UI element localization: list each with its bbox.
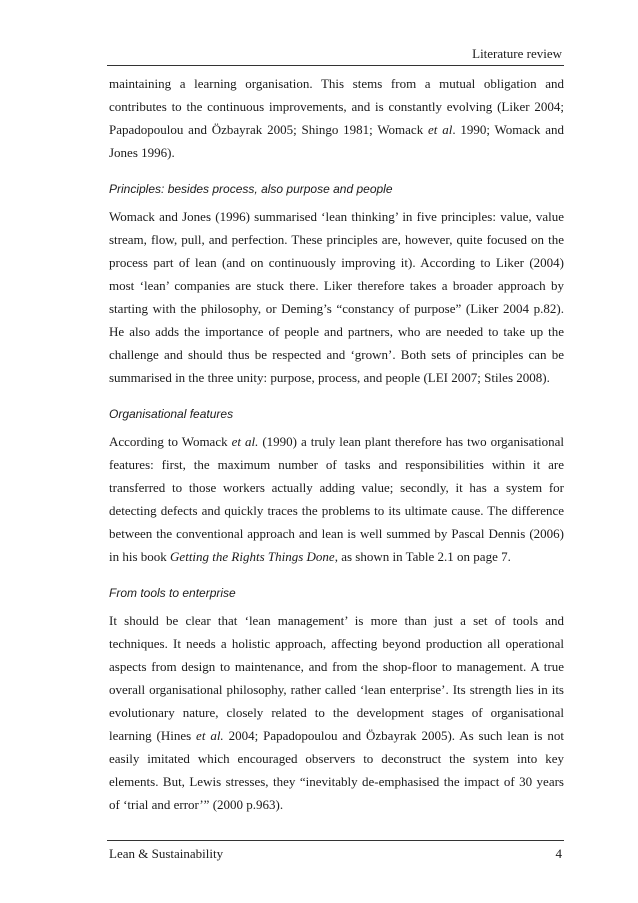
body-text bbox=[109, 72, 564, 816]
running-header: Literature review bbox=[472, 46, 562, 61]
section-heading-principles: Principles: besides process, also purpose and people bbox=[109, 182, 393, 196]
section-heading-tools-to-enterprise: From tools to enterprise bbox=[109, 586, 236, 600]
paragraph-4: It should be clear that ‘lean management’ is more than just a set of tools and techniques. It needs a holistic approach, affecting beyond production all operational aspects from design to maintenance, and from the shop-floor to management. A true overall organisational philosophy, rather called ‘lean enterprise’. Its strength lies in its evolutionary nature, closely related to the development stages of organisational learning (Hines et al. 2004; Papadopoulou and Özbayrak 2005). As such lean is not easily imitated which encouraged observers to deconstruct the system into key elements. But, Lewis stresses, they “inevitably de-emphasised the impact of 30 years of ‘trial and error’” (2000 p.963). bbox=[109, 613, 564, 812]
paragraph-3: According to Womack et al. (1990) a truly lean plant therefore has two organisational features: first, the maximum number of tasks and responsibilities within it are transferred to those workers actually adding value; secondly, it has a system for detecting defects and quickly traces the problems to its ultimate cause. The difference between the conventional approach and lean is well summed by Pascal Dennis (2006) in his book Getting the Rights Things Done, as shown in Table 2.1 on page 7. bbox=[109, 434, 564, 564]
section-heading-organisational-features: Organisational features bbox=[109, 407, 234, 421]
paragraph-2: Womack and Jones (1996) summarised ‘lean thinking’ in five principles: value, value stream, flow, pull, and perfection. These principles are, however, quite focused on the process part of lean (and on continuously improving it). According to Liker (2004) most ‘lean’ companies are stuck there. Liker therefore takes a broader approach by starting with the philosophy, or Deming’s “constancy of purpose” (Liker 2004 p.82). He also adds the importance of people and partners, who are needed to take up the challenge and should thus be respected and ‘grown’. Both sets of principles can be summarised in the three unity: purpose, process, and people (LEI 2007; Stiles 2008). bbox=[109, 209, 564, 385]
footer-title: Lean & Sustainability bbox=[109, 846, 224, 861]
page-number: 4 bbox=[555, 846, 562, 861]
header-rule bbox=[107, 65, 564, 66]
footer-rule bbox=[107, 840, 564, 841]
paragraph-1: maintaining a learning organisation. This stems from a mutual obligation and contributes to the continuous improvements, and is constantly evolving (Liker 2004; Papadopoulou and Özbayrak 2005; Shingo 1981; Womack et al. 1990; Womack and Jones 1996). bbox=[109, 76, 564, 160]
